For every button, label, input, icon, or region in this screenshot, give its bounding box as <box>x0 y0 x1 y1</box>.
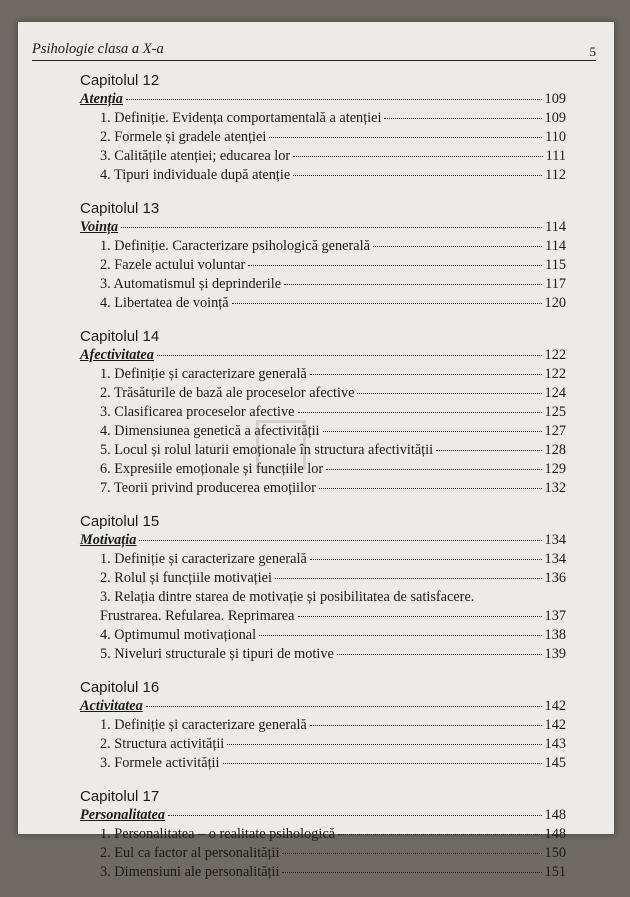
toc-entry-page: 111 <box>545 148 566 164</box>
chapter-heading <box>80 806 566 825</box>
toc-entry-page: 145 <box>544 755 566 771</box>
toc-entry <box>80 863 566 882</box>
chapter-title: Capitolul 16 <box>80 679 160 696</box>
chapter-title: Capitolul 12 <box>80 72 160 89</box>
chapter-heading-label: Voința <box>80 219 119 235</box>
chapter-heading-label: Afectivitatea <box>80 347 154 363</box>
toc-entry-label: 3. Formele activității <box>100 755 220 771</box>
toc-entry-label: 2. Trăsăturile de bază ale proceselor afective <box>100 385 355 401</box>
toc-entry-label: 1. Definiție și caracterizare generală <box>100 551 307 567</box>
toc-entry <box>80 754 566 773</box>
toc-entry-label: 1. Definiție și caracterizare generală <box>100 717 307 733</box>
chapter-title: Capitolul 17 <box>80 788 160 805</box>
toc-entry-page: 142 <box>544 717 566 733</box>
dot-leader <box>232 303 542 304</box>
chapter-section <box>80 513 566 664</box>
toc-entry-continuation <box>80 607 566 626</box>
chapter-heading <box>80 218 566 237</box>
dot-leader <box>275 578 542 579</box>
watermark-logo <box>256 420 306 470</box>
toc-entry-label: 1. Definiție. Caracterizare psihologică generală <box>100 238 370 254</box>
toc-entry-page: 150 <box>544 845 566 861</box>
toc-entry-page: 127 <box>544 423 566 439</box>
toc-entry-page: 128 <box>544 442 566 458</box>
dot-leader <box>310 725 542 726</box>
toc-entry <box>80 256 566 275</box>
toc-entry <box>80 365 566 384</box>
toc-entry-label: 2. Rolul și funcțiile motivației <box>100 570 272 586</box>
dot-leader <box>282 872 541 873</box>
dot-leader <box>373 246 542 247</box>
dot-leader <box>139 540 541 541</box>
chapter-heading-page: 142 <box>544 698 566 714</box>
book-page <box>18 22 614 880</box>
chapter-heading-label: Personalitatea <box>80 807 165 823</box>
toc-entry-label: 2. Fazele actului voluntar <box>100 257 246 273</box>
toc-entry <box>80 569 566 588</box>
toc-entry-page: 151 <box>544 864 566 880</box>
dot-leader <box>269 137 542 138</box>
toc-entry-label: 5. Locul și rolul laturii emoționale în structura afectivității <box>100 442 434 458</box>
dot-leader <box>293 156 542 157</box>
dot-leader <box>284 284 542 285</box>
dot-leader <box>248 265 542 266</box>
toc-entry <box>80 128 566 147</box>
toc-entry-page: 109 <box>544 110 566 126</box>
toc-entry <box>80 422 566 441</box>
toc-entry-page: 137 <box>544 608 566 624</box>
dot-leader <box>259 635 541 636</box>
toc-entry-label: 6. Expresiile emoționale și funcțiile lor <box>100 461 324 477</box>
toc-entry <box>80 275 566 294</box>
toc-entry <box>80 109 566 128</box>
toc-entry-page: 117 <box>545 276 566 292</box>
toc-entry-label: 4. Dimensiunea genetică a afectivității <box>100 423 320 439</box>
toc-entry <box>80 716 566 735</box>
toc-entry <box>80 384 566 403</box>
dot-leader <box>298 412 542 413</box>
chapter-heading-label: Atenția <box>80 91 123 107</box>
dot-leader <box>157 355 542 356</box>
dot-leader <box>227 744 541 745</box>
dot-leader <box>337 654 542 655</box>
chapter-heading-page: 114 <box>545 219 566 235</box>
dot-leader <box>338 834 542 835</box>
chapter-title: Capitolul 13 <box>80 200 160 217</box>
toc-entry-label: 7. Teorii privind producerea emoțiilor <box>100 480 316 496</box>
table-of-contents <box>80 72 566 897</box>
toc-entry-page: 124 <box>544 385 566 401</box>
toc-entry-label: 1. Definiție. Evidența comportamentală a atenției <box>100 110 382 126</box>
chapter-heading <box>80 531 566 550</box>
toc-entry <box>80 166 566 185</box>
toc-entry <box>80 460 566 479</box>
toc-entry-label: 3. Relația dintre starea de motivație și posibilitatea de satisfacere. <box>100 589 475 605</box>
toc-entry <box>80 294 566 313</box>
running-head-title: Psihologie clasa a X-a <box>32 41 164 57</box>
toc-entry-page: 136 <box>544 570 566 586</box>
toc-entry-page: 129 <box>544 461 566 477</box>
toc-entry-page: 120 <box>544 295 566 311</box>
running-head <box>32 38 596 61</box>
dot-leader <box>223 763 542 764</box>
toc-entry-label: 4. Optimumul motivațional <box>100 627 257 643</box>
chapter-heading-page: 134 <box>544 532 566 548</box>
toc-entry-label: 2. Eul ca factor al personalității <box>100 845 280 861</box>
dot-leader <box>146 706 542 707</box>
toc-entry-page: 143 <box>544 736 566 752</box>
dot-leader <box>319 488 542 489</box>
chapter-section <box>80 72 566 185</box>
toc-entry <box>80 844 566 863</box>
chapter-section <box>80 200 566 313</box>
toc-entry-label: 3. Dimensiuni ale personalității <box>100 864 280 880</box>
chapter-heading-page: 122 <box>544 347 566 363</box>
dot-leader <box>298 616 542 617</box>
toc-entry-page: 115 <box>545 257 566 273</box>
toc-entry <box>80 735 566 754</box>
toc-entry-label: 4. Tipuri individuale după atenție <box>100 167 291 183</box>
toc-entry-label: 1. Definiție și caracterizare generală <box>100 366 307 382</box>
toc-entry <box>80 550 566 569</box>
toc-entry <box>80 825 566 844</box>
toc-entry-page: 148 <box>544 826 566 842</box>
dot-leader <box>436 450 541 451</box>
toc-entry-label: 4. Libertatea de voință <box>100 295 229 311</box>
toc-entry-label: 2. Formele și gradele atenției <box>100 129 267 145</box>
toc-entry <box>80 403 566 422</box>
chapter-section <box>80 328 566 498</box>
toc-entry-label: 3. Calitățile atenției; educarea lor <box>100 148 291 164</box>
toc-entry-page: 110 <box>545 129 566 145</box>
toc-entry-page: 134 <box>544 551 566 567</box>
dot-leader <box>310 374 542 375</box>
toc-entry-page: 138 <box>544 627 566 643</box>
dot-leader <box>168 815 542 816</box>
toc-entry <box>80 588 566 607</box>
toc-entry <box>80 237 566 256</box>
dot-leader <box>357 393 541 394</box>
toc-entry <box>80 479 566 498</box>
toc-entry-page: 114 <box>545 238 566 254</box>
page-number: 5 <box>589 44 596 59</box>
toc-entry-page: 122 <box>544 366 566 382</box>
chapter-heading-label: Activitatea <box>80 698 143 714</box>
toc-entry-page: 112 <box>545 167 566 183</box>
dot-leader <box>126 99 542 100</box>
chapter-title: Capitolul 15 <box>80 513 160 530</box>
chapter-section <box>80 788 566 882</box>
toc-entry <box>80 626 566 645</box>
dot-leader <box>293 175 542 176</box>
chapter-heading-label: Motivația <box>80 532 137 548</box>
toc-entry <box>80 441 566 460</box>
chapter-section <box>80 679 566 773</box>
dot-leader <box>310 559 542 560</box>
chapter-heading <box>80 346 566 365</box>
toc-entry-page: 125 <box>544 404 566 420</box>
toc-entry-label: 3. Automatismul și deprinderile <box>100 276 282 292</box>
toc-entry <box>80 645 566 664</box>
dot-leader <box>282 853 541 854</box>
toc-entry <box>80 147 566 166</box>
chapter-heading-page: 109 <box>544 91 566 107</box>
toc-entry-continuation-label: Frustrarea. Refularea. Reprimarea <box>100 608 295 624</box>
toc-entry-page: 132 <box>544 480 566 496</box>
chapter-heading <box>80 697 566 716</box>
dot-leader <box>384 118 541 119</box>
dot-leader <box>326 469 541 470</box>
chapter-title: Capitolul 14 <box>80 328 160 345</box>
toc-entry-page: 139 <box>544 646 566 662</box>
chapter-heading-page: 148 <box>544 807 566 823</box>
toc-entry-label: 1. Personalitatea – o realitate psihologică <box>100 826 336 842</box>
dot-leader <box>323 431 542 432</box>
toc-entry-label: 5. Niveluri structurale și tipuri de motive <box>100 646 334 662</box>
toc-entry-label: 3. Clasificarea proceselor afective <box>100 404 295 420</box>
dot-leader <box>121 227 542 228</box>
toc-entry-label: 2. Structura activității <box>100 736 225 752</box>
chapter-heading <box>80 90 566 109</box>
